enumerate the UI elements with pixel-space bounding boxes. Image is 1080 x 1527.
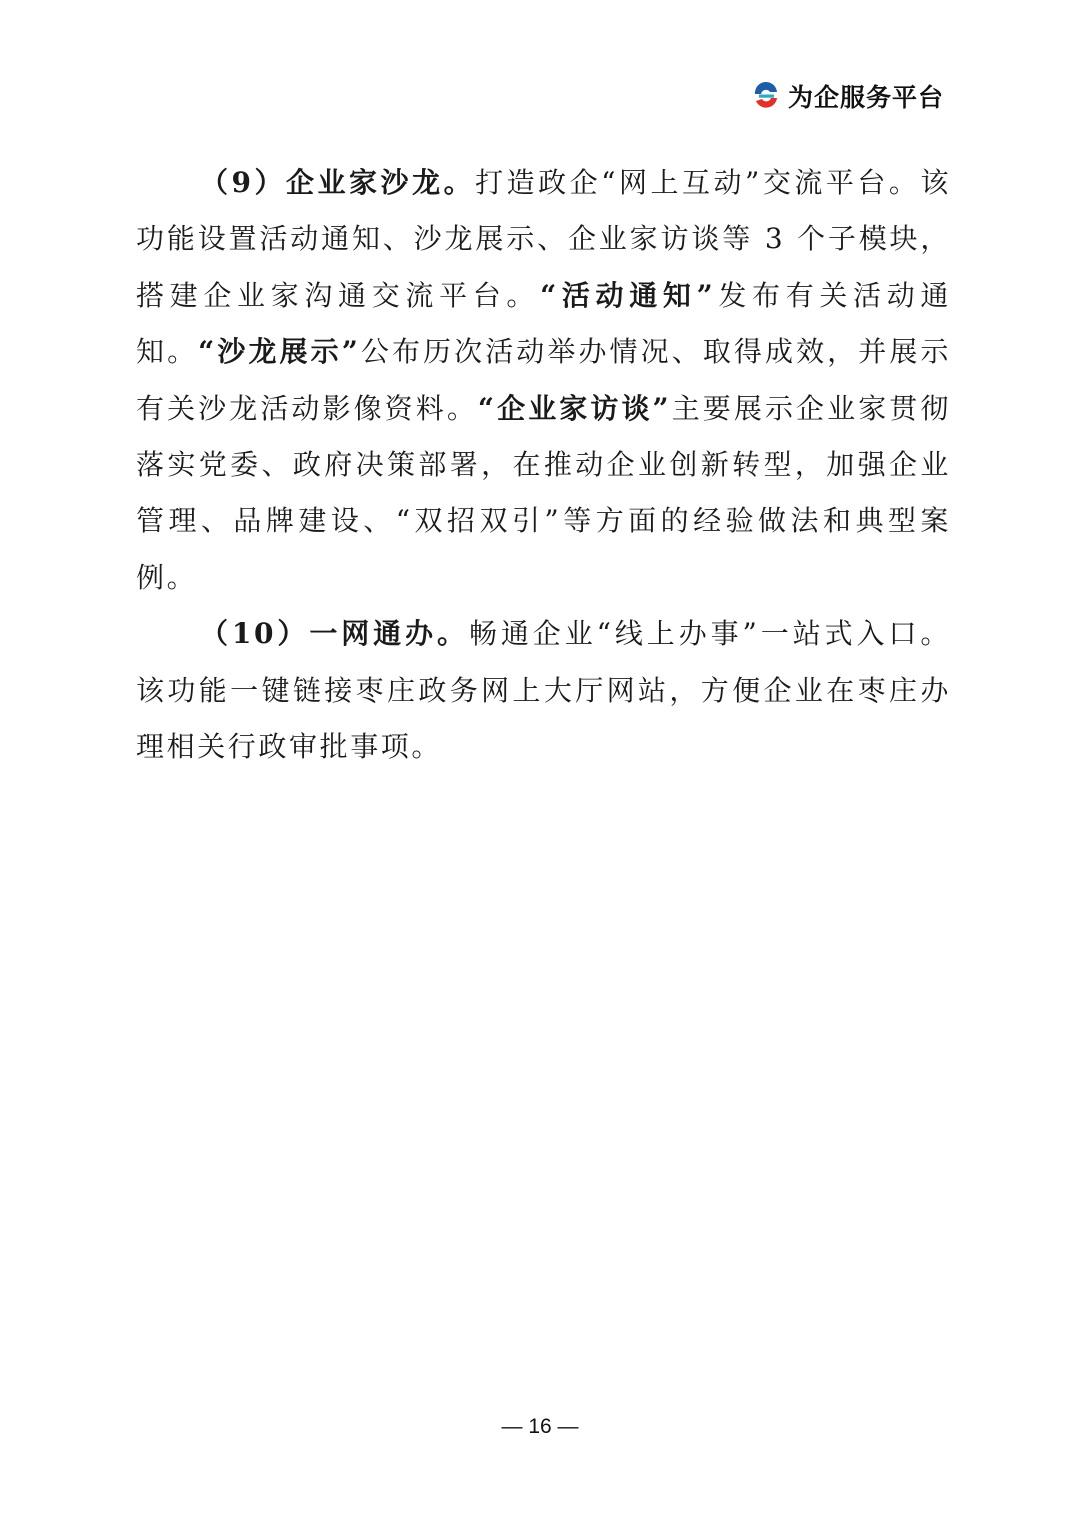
header-logo xyxy=(750,78,944,114)
body-text: 主要展示企业家贯彻落实党委、政府决策部署，在推动企业创新转型，加强企业管理、品牌建设、“双招双引”等方面的经验做法和典型案例。 xyxy=(136,391,951,594)
body-text: 发布有关活动通知。 xyxy=(136,278,952,369)
document-body xyxy=(136,155,951,775)
brand-text: 为企服务平台 xyxy=(788,83,945,112)
body-text: 打造政企“网上互动”交流平台。该功能设置活动通知、沙龙展示、企业家访谈等 3 个子模块，搭建企业家沟通交流平台。 xyxy=(136,166,951,312)
body-text: 公布历次活动举办情况、取得成效，并展示有关沙龙活动影像资料。 xyxy=(136,335,952,425)
paragraph-entrepreneur-salon xyxy=(136,155,951,606)
body-text: 畅通企业“线上办事”一站式入口。该功能一键链接枣庄政务网上大厅网站，方便企业在枣庄办理相关行政审批事项。 xyxy=(136,617,951,764)
section-heading: （10）一网通办。 xyxy=(200,617,469,651)
section-heading: （9）企业家沙龙。 xyxy=(200,166,476,199)
page-number: — 16 — xyxy=(501,1415,579,1438)
e-swirl-logo-icon xyxy=(750,80,782,112)
paragraph-one-network-service xyxy=(136,606,951,775)
module-name-salon-display: “沙龙展示” xyxy=(198,335,361,369)
module-name-entrepreneur-interview: “企业家访谈” xyxy=(477,391,672,425)
module-name-activity-notice: “活动通知” xyxy=(540,278,716,312)
